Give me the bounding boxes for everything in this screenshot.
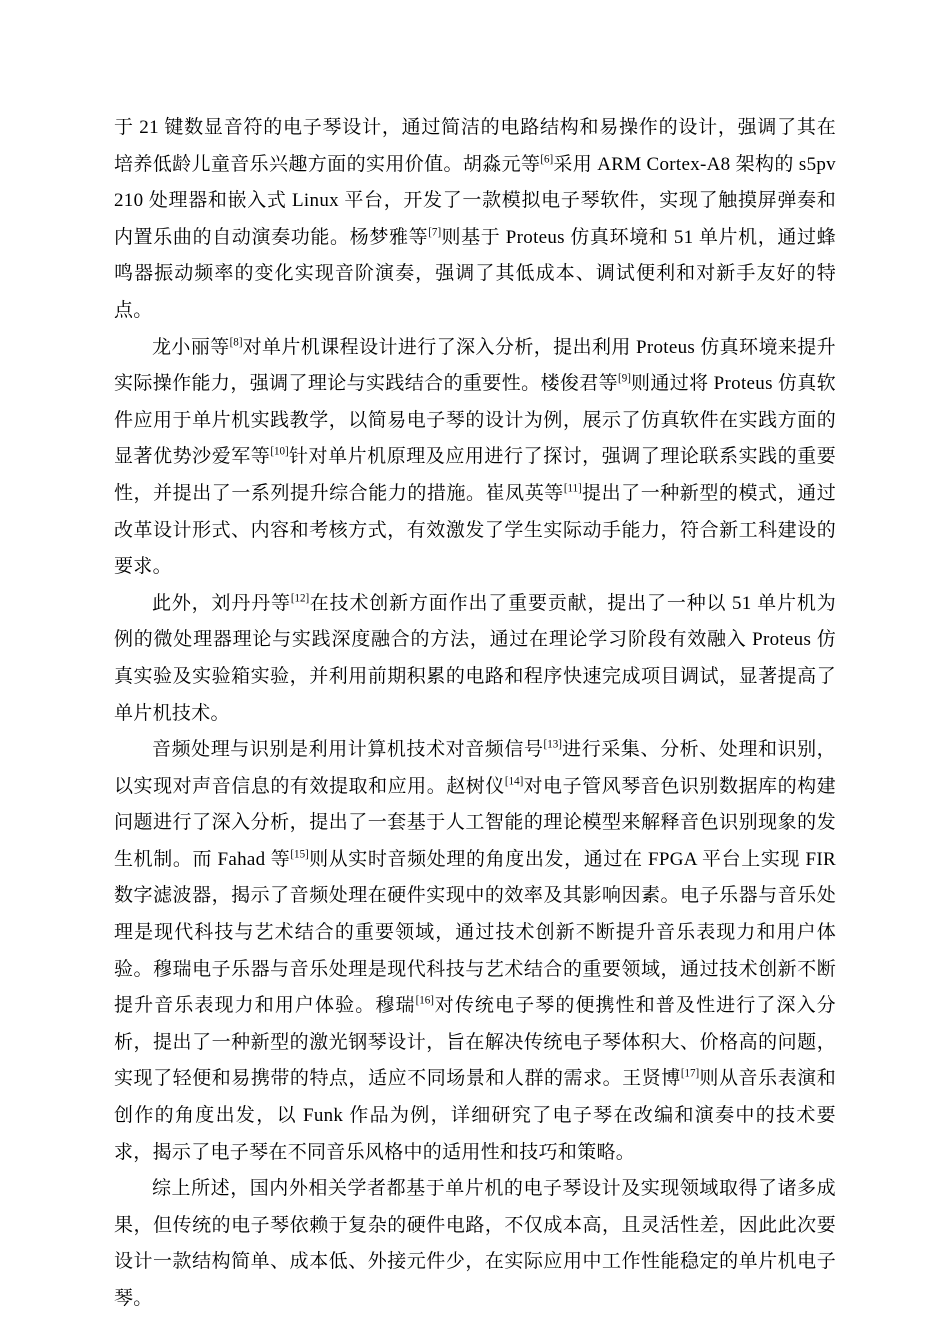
paragraph bbox=[114, 1171, 836, 1317]
document-body bbox=[114, 110, 836, 1318]
text-run: 则通过将 Proteus 仿真软件应用于单片机实践教学，以简易电子琴的设计为例，展示了仿真软件在实践方面的显著优势沙爱军等 bbox=[114, 373, 836, 468]
text-run: 采用 ARM Cortex-A8 架构的 s5pv210 处理器和嵌入式 Linux 平台，开发了一款模拟电子琴软件，实现了触摸屏弹奏和内置乐曲的自动演奏功能。杨梦雅等 bbox=[114, 153, 836, 248]
text-run: 对单片机课程设计进行了深入分析，提出利用 Proteus 仿真环境来提升实际操作能力，强调了理论与实践结合的重要性。楼俊君等 bbox=[114, 336, 836, 395]
text-run: 则基于 Proteus 仿真环境和 51 单片机，通过蜂鸣器振动频率的变化实现音阶演奏，强调了其低成本、调试便利和对新手友好的特点。 bbox=[114, 226, 836, 321]
citation-ref: [10] bbox=[270, 446, 289, 459]
citation-ref: [15] bbox=[290, 848, 309, 861]
text-run: 于 21 键数显音符的电子琴设计，通过简洁的电路结构和易操作的设计，强调了其在培养低龄儿童音乐兴趣方面的实用价值。胡淼元等 bbox=[114, 117, 836, 175]
text-run: 综上所述，国内外相关学者都基于单片机的电子琴设计及实现领域取得了诸多成果，但传统的电子琴依赖于复杂的硬件电路，不仅成本高，且灵活性差，因此此次要设计一款结构简单、成本低、外接元件少，在实际应用中工作性能稳定的单片机电子琴。 bbox=[114, 1178, 836, 1309]
citation-ref: [13] bbox=[543, 738, 562, 751]
paragraph bbox=[114, 330, 836, 586]
citation-ref: [17] bbox=[680, 1068, 700, 1081]
citation-ref: [9] bbox=[618, 372, 631, 385]
text-run: 音频处理与识别是利用计算机技术对音频信号 bbox=[152, 739, 544, 761]
paragraph bbox=[114, 732, 836, 1171]
text-run: 对电子管风琴音色识别数据库的构建问题进行了深入分析，提出了一套基于人工智能的理论模型来解释音色识别现象的发生机制。而 Fahad 等 bbox=[114, 775, 836, 870]
citation-ref: [16] bbox=[415, 994, 434, 1007]
citation-ref: [7] bbox=[428, 226, 442, 239]
text-run: 对传统电子琴的便携性和普及性进行了深入分析，提出了一种新型的激光钢琴设计，旨在解决传统电子琴体积大、价格高的问题，实现了轻便和易携带的特点，适应不同场景和人群的需求。王贤博 bbox=[114, 995, 836, 1090]
citation-ref: [14] bbox=[504, 775, 524, 788]
text-run: 则从实时音频处理的角度出发，通过在 FPGA 平台上实现 FIR 数字滤波器，揭示了音频处理在硬件实现中的效率及其影响因素。电子乐器与音乐处理是现代科技与艺术结合的重要领域，通过技术创新不断提升音乐表现力和用户体验。穆瑞电子乐器与音乐处理是现代科技与艺术结合的重要领域，通过技术创新不断提升音乐表现力和用户体验。穆瑞 bbox=[114, 848, 836, 1017]
paragraph bbox=[114, 110, 836, 330]
text-run: 则从音乐表演和创作的角度出发，以 Funk 作品为例，详细研究了电子琴在改编和演奏中的技术要求，揭示了电子琴在不同音乐风格中的适用性和技巧和策略。 bbox=[114, 1068, 837, 1163]
text-run: 针对单片机原理及应用进行了探讨，强调了理论联系实践的重要性，并提出了一系列提升综合能力的措施。崔凤英等 bbox=[114, 446, 837, 504]
text-run: 龙小丽等 bbox=[152, 336, 230, 358]
text-run: 提出了一种新型的模式，通过改革设计形式、内容和考核方式，有效激发了学生实际动手能力，符合新工科建设的要求。 bbox=[114, 482, 837, 578]
citation-ref: [6] bbox=[540, 153, 554, 166]
citation-ref: [11] bbox=[563, 482, 582, 495]
text-run: 进行采集、分析、处理和识别，以实现对声音信息的有效提取和应用。赵树仪 bbox=[114, 739, 836, 797]
paragraph bbox=[114, 586, 836, 732]
text-run: 此外，刘丹丹等 bbox=[152, 592, 291, 614]
text-run: 在技术创新方面作出了重要贡献，提出了一种以 51 单片机为例的微处理器理论与实践深度融合的方法，通过在理论学习阶段有效融入 Proteus 仿真实验及实验箱实验，并利用前期积累的电路和程序快速完成项目调试，显著提高了单片机技术。 bbox=[114, 592, 836, 724]
citation-ref: [12] bbox=[290, 592, 310, 605]
citation-ref: [8] bbox=[229, 336, 243, 349]
